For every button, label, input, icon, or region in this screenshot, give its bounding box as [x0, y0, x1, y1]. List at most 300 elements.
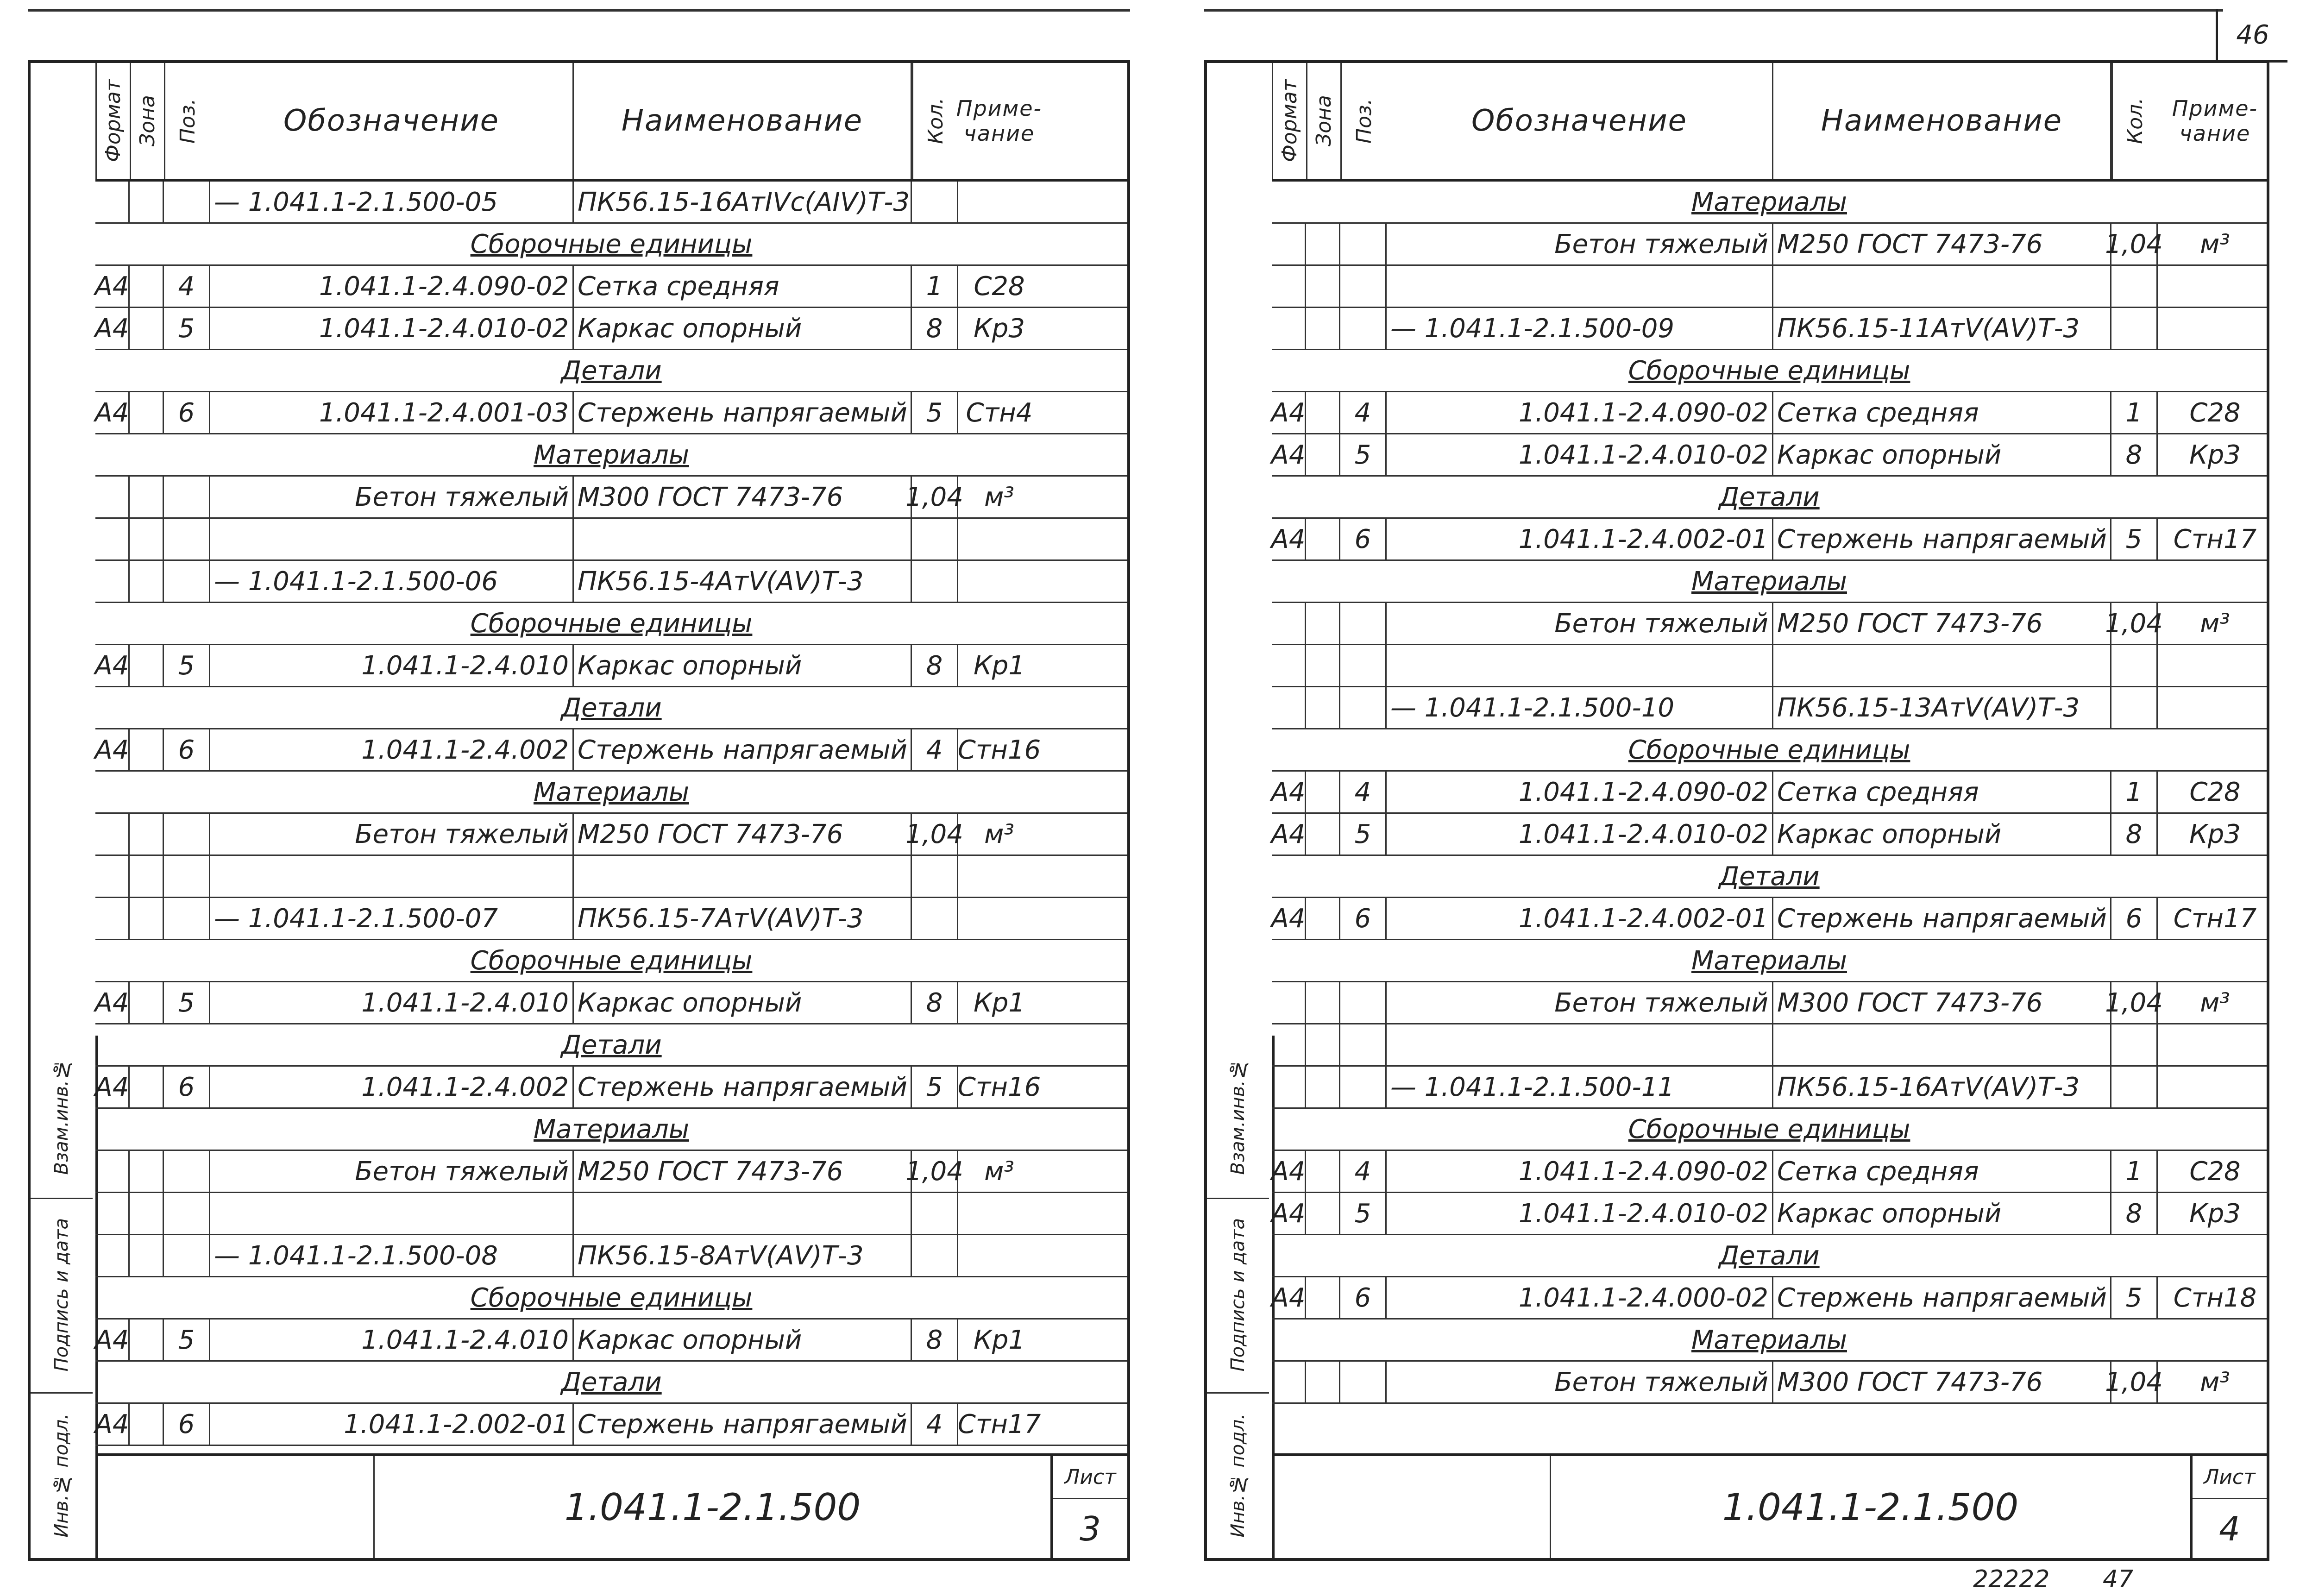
table-row — [1272, 687, 2267, 729]
zone-cell — [1306, 224, 1340, 264]
designation-cell — [1387, 266, 1773, 307]
header-format: Формат — [1272, 63, 1306, 179]
position-cell — [164, 561, 210, 602]
spec-rows — [1272, 182, 2267, 1404]
designation-cell: 1.041.1-2.4.002 — [210, 1067, 574, 1107]
format-cell — [95, 898, 130, 939]
designation-cell: Бетон тяжелый — [210, 1151, 574, 1192]
designation-cell: Бетон тяжелый — [1387, 1362, 1773, 1402]
quantity-cell: 5 — [2111, 1277, 2158, 1318]
format-cell: А4 — [95, 982, 130, 1023]
section-title: Материалы — [1691, 1325, 1847, 1355]
designation-cell: 1.041.1-2.4.000-02 — [1387, 1277, 1773, 1318]
position-cell: 5 — [164, 982, 210, 1023]
table-row — [1272, 814, 2267, 856]
margin-vzam: Взам.инв.№ — [31, 1036, 93, 1199]
designation-cell: 1.041.1-2.4.002-01 — [1387, 519, 1773, 559]
name-cell: ПК56.15-11АтV(АV)Т-3 — [1773, 308, 2111, 349]
name-cell: Стержень напрягаемый — [574, 1067, 912, 1107]
position-cell: 6 — [164, 729, 210, 770]
table-row — [95, 898, 1127, 940]
zone-cell — [1306, 1151, 1340, 1192]
name-cell: М300 ГОСТ 7473-76 — [574, 477, 912, 517]
note-cell: м³ — [984, 1156, 1014, 1187]
position-cell: 5 — [1340, 814, 1387, 855]
sheet-number: 4 — [2219, 1509, 2240, 1548]
position-cell — [1340, 687, 1387, 728]
quantity-cell: 1,04 — [2111, 982, 2158, 1023]
section-title: Сборочные единицы — [1628, 1114, 1910, 1144]
name-cell: Стержень напрягаемый — [1773, 1277, 2111, 1318]
section-heading — [95, 1109, 1127, 1151]
table-row — [1272, 434, 2267, 477]
designation-cell: 1.041.1-2.4.090-02 — [1387, 1151, 1773, 1192]
header-zone: Зона — [130, 63, 164, 179]
designation-cell: 1.041.1-2.4.010 — [210, 982, 574, 1023]
section-heading — [1272, 477, 2267, 519]
note-cell: м³ — [984, 482, 1014, 512]
note-cell: м³ — [984, 819, 1014, 849]
quantity-cell: 8 — [912, 645, 958, 686]
document-code: 1.041.1-2.1.500 — [564, 1485, 861, 1529]
table-row — [1272, 224, 2267, 266]
designation-cell: Бетон тяжелый — [210, 477, 574, 517]
designation-cell — [210, 1193, 574, 1234]
format-cell — [1272, 687, 1306, 728]
designation-cell: 1.041.1-2.4.090-02 — [1387, 772, 1773, 812]
name-cell: М300 ГОСТ 7473-76 — [1773, 1362, 2111, 1402]
format-cell: А4 — [95, 729, 130, 770]
note-cell: Кр1 — [974, 1325, 1025, 1355]
name-cell: Сетка средняя — [1773, 1151, 2111, 1192]
quantity-cell: 8 — [912, 1320, 958, 1360]
quantity-cell — [2111, 1067, 2158, 1107]
top-rule-right — [1204, 9, 2223, 12]
zone-cell — [130, 1235, 164, 1276]
position-cell — [1340, 645, 1387, 686]
name-cell: ПК56.15-7АтV(АV)Т-3 — [574, 898, 912, 939]
table-header — [1272, 63, 2267, 182]
format-cell: А4 — [95, 1067, 130, 1107]
title-block-blank — [1272, 1456, 1551, 1558]
table-row — [95, 645, 1127, 687]
zone-cell — [1306, 266, 1340, 307]
sheet-label: Лист — [2193, 1456, 2267, 1499]
designation-cell: 1.041.1-2.4.002 — [210, 729, 574, 770]
header-pos: Поз. — [164, 63, 210, 179]
table-row — [95, 308, 1127, 350]
zone-cell — [130, 1151, 164, 1192]
designation-cell: 1.041.1-2.4.010 — [210, 1320, 574, 1360]
format-cell — [95, 182, 130, 222]
table-row — [1272, 1193, 2267, 1235]
format-cell: А4 — [95, 1404, 130, 1445]
header-name: Наименование — [574, 63, 912, 179]
quantity-cell: 8 — [2111, 814, 2158, 855]
table-row — [1272, 392, 2267, 434]
quantity-cell: 1 — [2111, 1151, 2158, 1192]
zone-cell — [1306, 1193, 1340, 1234]
table-row — [95, 1151, 1127, 1193]
quantity-cell: 4 — [912, 729, 958, 770]
section-heading — [95, 1024, 1127, 1067]
name-cell: Стержень напрягаемый — [1773, 519, 2111, 559]
format-cell — [95, 1151, 130, 1192]
name-cell: Стержень напрягаемый — [574, 1404, 912, 1445]
quantity-cell: 1,04 — [2111, 224, 2158, 264]
table-row — [95, 1320, 1127, 1362]
section-title: Сборочные единицы — [1628, 355, 1910, 386]
zone-cell — [1306, 392, 1340, 433]
note-cell — [958, 1193, 1040, 1234]
zone-cell — [1306, 1067, 1340, 1107]
header-name: Наименование — [1773, 63, 2111, 179]
zone-cell — [1306, 519, 1340, 559]
quantity-cell — [912, 898, 958, 939]
position-cell: 5 — [164, 1320, 210, 1360]
format-cell: А4 — [1272, 519, 1306, 559]
position-cell: 6 — [1340, 519, 1387, 559]
note-cell: Стн18 — [2173, 1282, 2257, 1313]
note-cell: Стн17 — [2173, 524, 2257, 554]
margin-inv: Инв.№ подл. — [1227, 1414, 1249, 1538]
quantity-cell: 6 — [2111, 898, 2158, 939]
table-row — [1272, 603, 2267, 645]
quantity-cell: 5 — [912, 392, 958, 433]
zone-cell — [1306, 898, 1340, 939]
name-cell: ПК56.15-13АтV(АV)Т-3 — [1773, 687, 2111, 728]
name-cell: М300 ГОСТ 7473-76 — [1773, 982, 2111, 1023]
position-cell: 6 — [1340, 898, 1387, 939]
note-cell: Кр3 — [2189, 819, 2241, 849]
name-cell: ПК56.15-16АтV(АV)Т-3 — [1773, 1067, 2111, 1107]
designation-cell: 1.041.1-2.002-01 — [210, 1404, 574, 1445]
quantity-cell: 5 — [2111, 519, 2158, 559]
position-cell: 5 — [1340, 1193, 1387, 1234]
designation-cell: — 1.041.1-2.1.500-07 — [210, 898, 574, 939]
position-cell: 4 — [1340, 772, 1387, 812]
position-cell: 5 — [1340, 434, 1387, 475]
format-cell: А4 — [1272, 434, 1306, 475]
designation-cell: 1.041.1-2.4.002-01 — [1387, 898, 1773, 939]
section-title: Сборочные единицы — [470, 229, 753, 259]
format-cell: А4 — [95, 308, 130, 349]
designation-cell: — 1.041.1-2.1.500-08 — [210, 1235, 574, 1276]
quantity-cell: 1 — [2111, 392, 2158, 433]
section-title: Детали — [561, 692, 662, 723]
section-title: Сборочные единицы — [470, 1282, 753, 1313]
format-cell — [1272, 308, 1306, 349]
format-cell — [1272, 266, 1306, 307]
zone-cell — [130, 1320, 164, 1360]
section-title: Детали — [1719, 1240, 1820, 1271]
note-cell: С28 — [2189, 397, 2241, 428]
blank-row — [95, 519, 1127, 561]
quantity-cell: 1,04 — [2111, 603, 2158, 644]
format-cell — [1272, 1024, 1306, 1065]
blank-row — [1272, 645, 2267, 687]
note-cell: Кр3 — [2189, 1198, 2241, 1229]
section-heading — [1272, 856, 2267, 898]
position-cell — [1340, 266, 1387, 307]
name-cell: Каркас опорный — [574, 1320, 912, 1360]
table-row — [1272, 772, 2267, 814]
designation-cell: Бетон тяжелый — [1387, 224, 1773, 264]
zone-cell — [130, 392, 164, 433]
note-cell: Кр1 — [974, 650, 1025, 681]
format-cell: А4 — [1272, 814, 1306, 855]
note-cell — [958, 1235, 1040, 1276]
designation-cell: 1.041.1-2.4.010-02 — [210, 308, 574, 349]
format-cell — [95, 1235, 130, 1276]
note-cell — [958, 561, 1040, 602]
section-heading — [1272, 940, 2267, 982]
format-cell — [1272, 603, 1306, 644]
name-cell: Стержень напрягаемый — [574, 392, 912, 433]
position-cell — [1340, 603, 1387, 644]
section-heading — [1272, 561, 2267, 603]
top-rule-left — [28, 9, 1130, 12]
designation-cell: 1.041.1-2.4.010-02 — [1387, 814, 1773, 855]
header-format: Формат — [95, 63, 130, 179]
format-cell: А4 — [95, 1320, 130, 1360]
quantity-cell — [2111, 308, 2158, 349]
name-cell: М250 ГОСТ 7473-76 — [574, 814, 912, 855]
note-cell: м³ — [2200, 229, 2230, 259]
position-cell: 6 — [1340, 1277, 1387, 1318]
position-cell: 6 — [164, 1067, 210, 1107]
name-cell: М250 ГОСТ 7473-76 — [1773, 224, 2111, 264]
section-title: Материалы — [1691, 566, 1847, 597]
quantity-cell — [2111, 687, 2158, 728]
section-title: Детали — [561, 355, 662, 386]
blank-row — [1272, 266, 2267, 308]
position-cell — [164, 182, 210, 222]
zone-cell — [130, 561, 164, 602]
section-heading — [95, 772, 1127, 814]
format-cell: А4 — [1272, 898, 1306, 939]
quantity-cell — [2111, 266, 2158, 307]
zone-cell — [130, 645, 164, 686]
designation-cell — [1387, 645, 1773, 686]
margin-sign: Подпись и дата — [1207, 1198, 1269, 1394]
note-cell: Стн17 — [2173, 903, 2257, 934]
format-cell — [95, 477, 130, 517]
designation-cell: 1.041.1-2.4.001-03 — [210, 392, 574, 433]
format-cell — [1272, 224, 1306, 264]
section-title: Детали — [561, 1367, 662, 1397]
format-cell: А4 — [1272, 1193, 1306, 1234]
header-qty: Кол. — [912, 63, 958, 179]
quantity-cell — [912, 519, 958, 559]
table-row — [1272, 1067, 2267, 1109]
zone-cell — [130, 982, 164, 1023]
name-cell: Каркас опорный — [1773, 814, 2111, 855]
note-cell — [2158, 1067, 2272, 1107]
section-heading — [1272, 182, 2267, 224]
position-cell — [1340, 224, 1387, 264]
quantity-cell — [2111, 645, 2158, 686]
position-cell — [164, 856, 210, 897]
format-cell: А4 — [1272, 392, 1306, 433]
title-block-blank — [95, 1456, 375, 1558]
section-title: Материалы — [534, 777, 689, 807]
table-row — [95, 982, 1127, 1024]
format-cell: А4 — [1272, 1151, 1306, 1192]
name-cell: Каркас опорный — [574, 645, 912, 686]
margin-sign: Подпись и дата — [31, 1198, 93, 1394]
section-heading — [95, 224, 1127, 266]
name-cell — [574, 519, 912, 559]
name-cell — [1773, 645, 2111, 686]
zone-cell — [130, 856, 164, 897]
format-cell — [95, 1193, 130, 1234]
position-cell — [164, 519, 210, 559]
name-cell: Сетка средняя — [1773, 392, 2111, 433]
position-cell — [1340, 1024, 1387, 1065]
quantity-cell — [912, 561, 958, 602]
name-cell: Каркас опорный — [574, 308, 912, 349]
margin-inv: Инв.№ подл. — [51, 1414, 72, 1538]
zone-cell — [130, 898, 164, 939]
designation-cell: — 1.041.1-2.1.500-05 — [210, 182, 574, 222]
quantity-cell: 8 — [912, 982, 958, 1023]
position-cell: 6 — [164, 1404, 210, 1445]
zone-cell — [130, 729, 164, 770]
quantity-cell: 5 — [912, 1067, 958, 1107]
quantity-cell: 1,04 — [2111, 1362, 2158, 1402]
format-cell — [1272, 1067, 1306, 1107]
section-heading — [1272, 1235, 2267, 1277]
section-heading — [1272, 350, 2267, 392]
table-row — [95, 729, 1127, 772]
note-cell — [958, 519, 1040, 559]
header-note: Приме-чание — [956, 96, 1043, 146]
table-row — [1272, 1151, 2267, 1193]
zone-cell — [1306, 982, 1340, 1023]
quantity-cell — [912, 856, 958, 897]
margin-strip — [1207, 1036, 1275, 1558]
note-cell — [2158, 645, 2272, 686]
position-cell: 5 — [164, 645, 210, 686]
section-title: Сборочные единицы — [470, 608, 753, 639]
section-title: Детали — [561, 1030, 662, 1060]
format-cell: А4 — [1272, 1277, 1306, 1318]
designation-cell: — 1.041.1-2.1.500-06 — [210, 561, 574, 602]
spec-table-left — [95, 63, 1127, 1446]
quantity-cell — [912, 182, 958, 222]
section-heading — [95, 1362, 1127, 1404]
position-cell: 5 — [164, 308, 210, 349]
sheet-label: Лист — [1053, 1456, 1127, 1499]
name-cell: Каркас опорный — [1773, 1193, 2111, 1234]
spec-sheet-left — [28, 60, 1130, 1561]
position-cell — [164, 1235, 210, 1276]
name-cell: Каркас опорный — [574, 982, 912, 1023]
zone-cell — [130, 1067, 164, 1107]
margin-vzam: Взам.инв.№ — [1207, 1036, 1269, 1199]
format-cell — [95, 856, 130, 897]
title-block — [1272, 1453, 2267, 1558]
zone-cell — [130, 182, 164, 222]
quantity-cell: 4 — [912, 1404, 958, 1445]
position-cell — [164, 814, 210, 855]
note-cell: Стн16 — [957, 1072, 1041, 1102]
section-heading — [95, 434, 1127, 477]
table-row — [1272, 1277, 2267, 1320]
note-cell: Стн16 — [957, 735, 1041, 765]
table-row — [95, 1235, 1127, 1277]
zone-cell — [1306, 814, 1340, 855]
zone-cell — [1306, 1362, 1340, 1402]
table-row — [95, 561, 1127, 603]
quantity-cell — [2111, 1024, 2158, 1065]
designation-cell — [210, 519, 574, 559]
zone-cell — [1306, 687, 1340, 728]
table-header — [95, 63, 1127, 182]
name-cell — [1773, 1024, 2111, 1065]
zone-cell — [130, 477, 164, 517]
note-cell: Стн4 — [966, 397, 1033, 428]
designation-cell — [210, 856, 574, 897]
format-cell: А4 — [95, 392, 130, 433]
note-cell: м³ — [2200, 608, 2230, 639]
zone-cell — [1306, 1277, 1340, 1318]
position-cell: 4 — [164, 266, 210, 307]
position-cell: 4 — [1340, 392, 1387, 433]
position-cell — [164, 898, 210, 939]
format-cell — [95, 561, 130, 602]
table-row — [95, 477, 1127, 519]
table-row — [95, 1067, 1127, 1109]
note-cell — [2158, 1024, 2272, 1065]
margin-strip — [31, 1036, 98, 1558]
designation-cell: Бетон тяжелый — [210, 814, 574, 855]
section-heading — [95, 687, 1127, 729]
zone-cell — [130, 1193, 164, 1234]
table-row — [1272, 1362, 2267, 1404]
position-cell — [1340, 308, 1387, 349]
designation-cell: 1.041.1-2.4.010 — [210, 645, 574, 686]
note-cell: С28 — [2189, 1156, 2241, 1187]
note-cell: С28 — [974, 271, 1025, 302]
note-cell — [958, 898, 1040, 939]
header-designation: Обозначение — [1387, 63, 1773, 179]
spec-table-right — [1272, 63, 2267, 1404]
position-cell — [164, 477, 210, 517]
quantity-cell: 8 — [912, 308, 958, 349]
format-cell — [1272, 1362, 1306, 1402]
position-cell — [164, 1193, 210, 1234]
section-heading — [1272, 1109, 2267, 1151]
section-title: Сборочные единицы — [1628, 735, 1910, 765]
name-cell: ПК56.15-8АтV(АV)Т-3 — [574, 1235, 912, 1276]
table-row — [95, 266, 1127, 308]
name-cell: М250 ГОСТ 7473-76 — [1773, 603, 2111, 644]
zone-cell — [1306, 772, 1340, 812]
zone-cell — [130, 814, 164, 855]
zone-cell — [130, 519, 164, 559]
quantity-cell — [912, 1235, 958, 1276]
section-heading — [95, 603, 1127, 645]
blank-row — [1272, 1024, 2267, 1067]
name-cell: Каркас опорный — [1773, 434, 2111, 475]
format-cell — [95, 814, 130, 855]
format-cell: А4 — [95, 266, 130, 307]
header-designation: Обозначение — [210, 63, 574, 179]
sheet-number-box — [1050, 1456, 1127, 1558]
table-row — [1272, 519, 2267, 561]
